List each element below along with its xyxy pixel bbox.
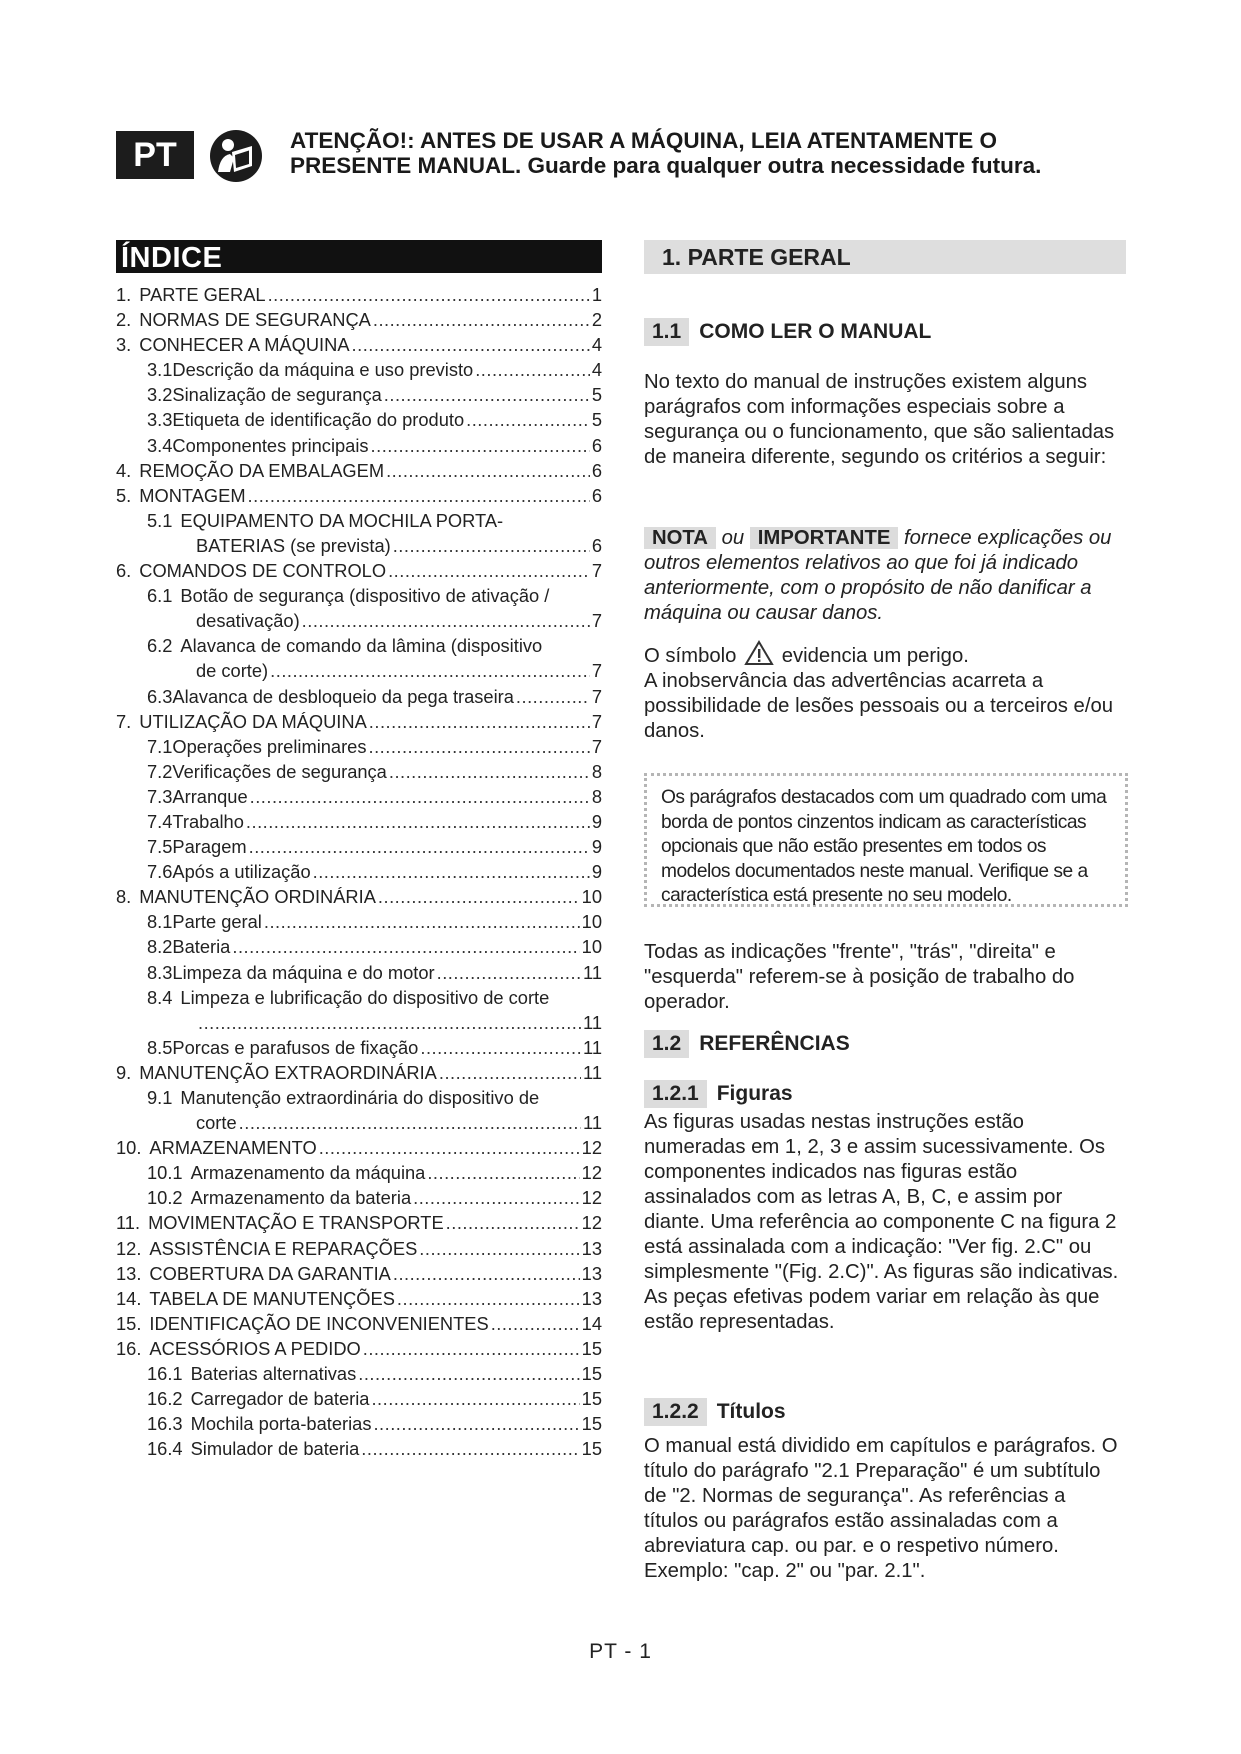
subsection-number: 1.2.1 [644,1080,707,1108]
toc-entry-number: 11. [116,1212,141,1234]
toc-entry-number: 16.2 [147,1388,183,1410]
toc-entry-number: 16.4 [147,1438,183,1460]
page-number: PT - 1 [589,1640,652,1663]
toc-entry-page: 15 [581,1337,602,1359]
section-heading: 1. PARTE GERAL [644,240,1126,274]
toc-entry-page: 15 [581,1413,602,1435]
toc-leader [232,934,579,959]
toc-entry-text: Limpeza da máquina e do motor [172,961,435,983]
toc-entry-number: 7.6 [147,861,173,883]
toc-leader [371,433,590,458]
table-of-contents [116,240,602,1461]
toc-entry-text: ASSISTÊNCIA E REPARAÇÕES [149,1237,418,1259]
toc-entry-text: Descrição da máquina e uso previsto [172,359,474,381]
toc-entry[interactable] [116,1411,602,1436]
toc-leader [388,558,590,583]
toc-entry[interactable] [116,909,602,934]
toc-leader [420,1035,581,1060]
toc-entry-text: COBERTURA DA GARANTIA [149,1262,391,1284]
toc-entry-text: TABELA DE MANUTENÇÕES [149,1287,395,1309]
toc-leader [393,533,590,558]
toc-entry-text: Alavanca de comando da lâmina (dispositivo [180,635,543,657]
toc-entry-page: 9 [591,810,602,832]
toc-entry[interactable] [116,934,602,959]
toc-leader [198,1010,581,1035]
toc-entry-number: 9. [116,1061,132,1083]
toc-leader [358,1361,579,1386]
subsection-title: COMO LER O MANUAL [699,320,932,343]
danger-symbol-paragraph [644,640,1124,744]
toc-entry-page: 7 [591,560,602,582]
toc-entry-text: Mochila porta-baterias [190,1413,372,1435]
toc-entry-text: Parte geral [172,911,262,933]
toc-entry-number: 4. [116,459,132,481]
toc-entry-text: BATERIAS (se prevista) [196,534,391,556]
toc-entry-text: Bateria [172,936,231,958]
toc-entry-text: Componentes principais [172,434,369,456]
toc-entry-text: Carregador de bateria [190,1388,370,1410]
toc-leader [446,1210,580,1235]
toc-entry[interactable] [116,709,602,734]
toc-entry-text: Etiqueta de identificação do produto [172,409,465,431]
toc-entry-continuation[interactable] [116,533,602,558]
toc-entry[interactable] [116,684,602,709]
toc-entry-page: 11 [583,1112,602,1134]
toc-leader [319,1135,580,1160]
toc-entry[interactable] [116,734,602,759]
toc-entry-text: CONHECER A MÁQUINA [139,334,350,356]
toc-entry[interactable] [116,1060,602,1085]
toc-entry-number: 8. [116,886,132,908]
toc-leader [268,282,590,307]
figures-paragraph: As figuras usadas nestas instruções estão numeradas em 1, 2, 3 e assim sucessivamente. Os componentes indicados nas figuras estão assinalados com as letras A, B, C, e assim por diante. Uma referência ao componente C na figura 2 está assinalada com a indicação: "Ver fig. 2.C" ou simplesmente "(Fig. 2.C)". As figuras são indicativas. As peças efetivas podem variar em relação às que estão representadas. [644,1111,1119,1333]
toc-entry[interactable] [116,407,602,432]
toc-entry[interactable] [116,1336,602,1361]
note-or: ou [721,527,745,549]
toc-entry[interactable] [116,1236,602,1261]
intro-paragraph: No texto do manual de instruções existem alguns parágrafos com informações especiais sobre a segurança ou o funcionamento, que são salientadas de maneira diferente, segundo os critérios a seguir: [644,371,1115,468]
toc-entry-number: 15. [116,1312,142,1334]
toc-entry-number: 7.5 [147,836,173,858]
read-manual-icon [208,128,264,184]
toc-entry-number: 7.4 [147,810,173,832]
toc-entry-page: 8 [591,760,602,782]
subsection-heading-1-2-2 [644,1398,786,1426]
toc-entry[interactable] [116,1135,602,1160]
directions-paragraph: Todas as indicações "frente", "trás", "direita" e "esquerda" referem-se à posição de trabalho do operador. [644,941,1075,1013]
toc-entry-number: 6.1 [147,585,173,607]
toc-entry-page: 8 [591,785,602,807]
subsection-heading-1-1 [644,318,931,346]
toc-leader [419,1236,579,1261]
toc-leader [352,332,590,357]
toc-entry-page: 15 [581,1438,602,1460]
toc-entry-page: 13 [581,1287,602,1309]
toc-entry-page: 7 [591,660,602,682]
warning-text [290,128,1140,178]
toc-entry[interactable] [116,834,602,859]
warning-triangle-icon [744,640,774,666]
toc-entry-text: Simulador de bateria [190,1438,360,1460]
toc-entry-number: 6.3 [147,685,173,707]
toc-entry-continuation[interactable] [116,608,602,633]
toc-entry-number: 8.2 [147,936,173,958]
toc-entry-text: desativação) [196,610,300,632]
toc-leader [386,458,590,483]
toc-entry-number: 8.5 [147,1036,173,1058]
toc-entry-number: 3.1 [147,359,173,381]
toc-entry-text: NORMAS DE SEGURANÇA [139,309,371,331]
toc-entry-continuation[interactable] [116,1110,602,1135]
toc-entry-number: 9.1 [147,1087,173,1108]
note-paragraph [644,526,1124,626]
toc-entry[interactable] [116,1210,602,1235]
toc-entry[interactable] [116,633,602,658]
toc-entry-number: 16. [116,1337,142,1359]
toc-leader [246,809,590,834]
subsection-number: 1.2.2 [644,1398,707,1426]
symbol-text-after: evidencia um perigo. [781,645,969,667]
symbol-text-rest: A inobservância das advertências acarreta a possibilidade de lesões pessoais ou a terceiros e/ou danos. [644,670,1114,742]
language-badge: PT [116,131,194,179]
subsection-number: 1.1 [644,318,689,346]
toc-entry-number: 10.2 [147,1187,183,1209]
toc-entry-page: 11 [583,1061,602,1083]
toc-leader [369,734,590,759]
warning-line-1: ATENÇÃO!: ANTES DE USAR A MÁQUINA, LEIA ATENTAMENTE O [290,128,998,153]
toc-entry-page: 11 [583,1011,602,1033]
toc-entry-number: 5. [116,484,132,506]
toc-entry-continuation[interactable] [116,1010,602,1035]
warning-header [116,128,1136,184]
warning-line-2: PRESENTE MANUAL. Guarde para qualquer outra necessidade futura. [290,153,1042,178]
toc-list [116,282,602,1461]
toc-leader [437,960,581,985]
toc-leader [516,684,590,709]
toc-entry-number: 7. [116,710,132,732]
toc-leader [384,382,590,407]
toc-leader [427,1160,579,1185]
toc-leader [378,884,580,909]
toc-leader [439,1060,581,1085]
toc-entry-number: 3. [116,334,132,356]
toc-entry-number: 12. [116,1237,142,1259]
toc-entry-text: EQUIPAMENTO DA MOCHILA PORTA- [180,509,504,531]
optional-features-box: Os parágrafos destacados com um quadrado com uma borda de pontos cinzentos indicam as características opcionais que não estão presentes em todos os modelos documentados neste manual. Verifique se a característica está presente no seu modelo. [644,773,1128,907]
subsection-title: Títulos [716,1400,786,1423]
toc-entry[interactable] [116,508,602,533]
toc-entry-page: 6 [591,434,602,456]
toc-entry-page: 10 [581,936,602,958]
toc-entry[interactable] [116,382,602,407]
toc-leader [239,1110,581,1135]
toc-entry-text: ARMAZENAMENTO [149,1137,317,1159]
subsection-number: 1.2 [644,1030,689,1058]
toc-entry-text: MONTAGEM [139,484,246,506]
toc-leader [264,909,580,934]
toc-entry[interactable] [116,884,602,909]
toc-entry[interactable] [116,1436,602,1461]
toc-entry-text: Porcas e parafusos de fixação [172,1036,419,1058]
subsection-title: Figuras [716,1082,793,1105]
toc-entry[interactable] [116,1160,602,1185]
toc-leader [393,1261,580,1286]
toc-entry-page: 15 [581,1388,602,1410]
note-text: fornece explicações ou outros elementos relativos ao que foi já indicado anteriormente, com o propósito de não danificar a máquina ou causar danos. [644,527,1112,624]
toc-entry-number: 13. [116,1262,142,1284]
toc-leader [270,658,590,683]
toc-entry[interactable] [116,960,602,985]
toc-entry-page: 15 [581,1363,602,1385]
toc-entry-text: UTILIZAÇÃO DA MÁQUINA [139,710,367,732]
toc-entry[interactable] [116,1361,602,1386]
toc-entry-text: MANUTENÇÃO EXTRAORDINÁRIA [139,1061,437,1083]
toc-entry-page: 6 [591,459,602,481]
toc-entry-number: 3.2 [147,384,173,406]
toc-entry-page: 12 [581,1162,602,1184]
toc-entry-page: 13 [581,1237,602,1259]
toc-entry[interactable] [116,558,602,583]
toc-entry-number: 8.4 [147,986,173,1008]
toc-entry[interactable] [116,1261,602,1286]
toc-entry-page: 9 [591,861,602,883]
toc-entry-text: IDENTIFICAÇÃO DE INCONVENIENTES [149,1312,489,1334]
note-tag: NOTA [644,527,716,549]
toc-entry[interactable] [116,985,602,1010]
toc-entry-number: 7.1 [147,735,173,757]
titles-paragraph: O manual está dividido em capítulos e parágrafos. O título do parágrafo "2.1 Preparação" é um subtítulo de "2. Normas de segurança". As referências a títulos ou parágrafos estão assinaladas com a abreviatura cap. ou par. e o respetivo número. Exemplo: "cap. 2" ou "par. 2.1". [644,1435,1118,1582]
toc-entry[interactable] [116,483,602,508]
toc-leader [373,1411,579,1436]
toc-leader [389,759,590,784]
toc-entry-text: Operações preliminares [172,735,367,757]
toc-entry-number: 10.1 [147,1162,183,1184]
toc-entry-text: Manutenção extraordinária do dispositivo de [180,1087,540,1108]
toc-entry-text: ACESSÓRIOS A PEDIDO [149,1337,361,1359]
toc-entry-continuation[interactable] [116,658,602,683]
toc-entry-number: 5.1 [147,509,173,531]
toc-entry-page: 14 [581,1312,602,1334]
toc-leader [371,1386,579,1411]
toc-entry-number: 14. [116,1287,142,1309]
toc-entry[interactable] [116,282,602,307]
toc-entry[interactable] [116,1185,602,1210]
toc-entry-page: 12 [581,1137,602,1159]
toc-entry[interactable] [116,433,602,458]
toc-entry-page: 13 [581,1262,602,1284]
toc-leader [369,709,590,734]
toc-entry-text: Botão de segurança (dispositivo de ativação / [180,585,550,607]
toc-entry-number: 16.3 [147,1413,183,1435]
toc-entry[interactable] [116,759,602,784]
toc-entry[interactable] [116,1286,602,1311]
toc-entry-page: 12 [581,1212,602,1234]
toc-entry-page: 4 [591,359,602,381]
symbol-text-before: O símbolo [644,645,737,667]
toc-entry-page: 9 [591,836,602,858]
toc-entry-number: 3.3 [147,409,173,431]
toc-leader [373,307,590,332]
toc-entry-text: Baterias alternativas [190,1363,357,1385]
subsection-heading-1-2-1 [644,1080,793,1108]
toc-entry-number: 2. [116,309,132,331]
toc-leader [397,1286,580,1311]
toc-leader [302,608,590,633]
toc-entry-number: 10. [116,1137,142,1159]
toc-entry-page: 11 [583,961,602,983]
toc-leader [248,483,590,508]
toc-entry-page: 5 [591,384,602,406]
toc-leader [250,784,590,809]
toc-entry-page: 12 [581,1187,602,1209]
toc-entry[interactable] [116,809,602,834]
toc-entry-text: Arranque [172,785,248,807]
toc-entry-text: COMANDOS DE CONTROLO [139,560,387,582]
toc-entry-page: 4 [591,334,602,356]
toc-entry-page: 7 [591,610,602,632]
toc-leader [361,1436,579,1461]
toc-entry[interactable] [116,859,602,884]
important-tag: IMPORTANTE [750,527,899,549]
toc-entry-number: 1. [116,284,132,305]
toc-entry-text: Paragem [172,836,247,858]
toc-entry[interactable] [116,357,602,382]
toc-entry-number: 8.1 [147,911,173,933]
toc-entry[interactable] [116,1035,602,1060]
toc-entry[interactable] [116,1311,602,1336]
toc-entry-number: 8.3 [147,961,173,983]
toc-entry-number: 6.2 [147,635,173,657]
toc-entry-text: corte [196,1112,237,1134]
toc-entry[interactable] [116,583,602,608]
toc-entry-text: de corte) [196,660,269,682]
toc-entry-text: Alavanca de desbloqueio da pega traseira [172,685,514,707]
toc-entry-page: 10 [581,886,602,908]
toc-entry[interactable] [116,1386,602,1411]
toc-entry-page: 11 [583,1036,602,1058]
toc-entry-text: Limpeza e lubrificação do dispositivo de corte [180,986,550,1008]
toc-leader [491,1311,580,1336]
toc-entry-text: Verificações de segurança [172,760,387,782]
toc-leader [466,407,590,432]
toc-entry-text: Armazenamento da máquina [190,1162,426,1184]
toc-entry-page: 10 [581,911,602,933]
toc-leader [249,834,590,859]
toc-entry[interactable] [116,332,602,357]
toc-entry[interactable] [116,1085,602,1110]
toc-entry[interactable] [116,307,602,332]
toc-entry-number: 16.1 [147,1363,183,1385]
toc-title: ÍNDICE [116,240,602,273]
toc-entry[interactable] [116,458,602,483]
toc-entry-text: MANUTENÇÃO ORDINÁRIA [139,886,376,908]
toc-entry-page: 7 [591,710,602,732]
toc-entry-page: 5 [591,409,602,431]
toc-leader [363,1336,580,1361]
subsection-heading-1-2 [644,1030,850,1058]
toc-entry-page: 2 [591,309,602,331]
toc-entry-page: 7 [591,735,602,757]
toc-entry-page: 7 [591,685,602,707]
toc-entry-text: REMOÇÃO DA EMBALAGEM [139,459,385,481]
toc-entry-text: Armazenamento da bateria [190,1187,412,1209]
toc-entry-number: 7.3 [147,785,173,807]
toc-entry-page: 1 [591,284,602,305]
toc-entry-text: MOVIMENTAÇÃO E TRANSPORTE [148,1212,444,1234]
toc-entry[interactable] [116,784,602,809]
toc-entry-number: 7.2 [147,760,173,782]
toc-entry-text: Trabalho [172,810,244,832]
toc-leader [413,1185,580,1210]
toc-entry-text: Sinalização de segurança [172,384,382,406]
toc-entry-text: PARTE GERAL [139,284,266,305]
subsection-title: REFERÊNCIAS [699,1032,850,1055]
toc-entry-page: 6 [591,534,602,556]
toc-entry-number: 6. [116,560,132,582]
toc-leader [313,859,590,884]
toc-entry-number: 3.4 [147,434,173,456]
toc-leader [475,357,590,382]
toc-entry-text: Após a utilização [172,861,311,883]
toc-entry-page: 6 [591,484,602,506]
